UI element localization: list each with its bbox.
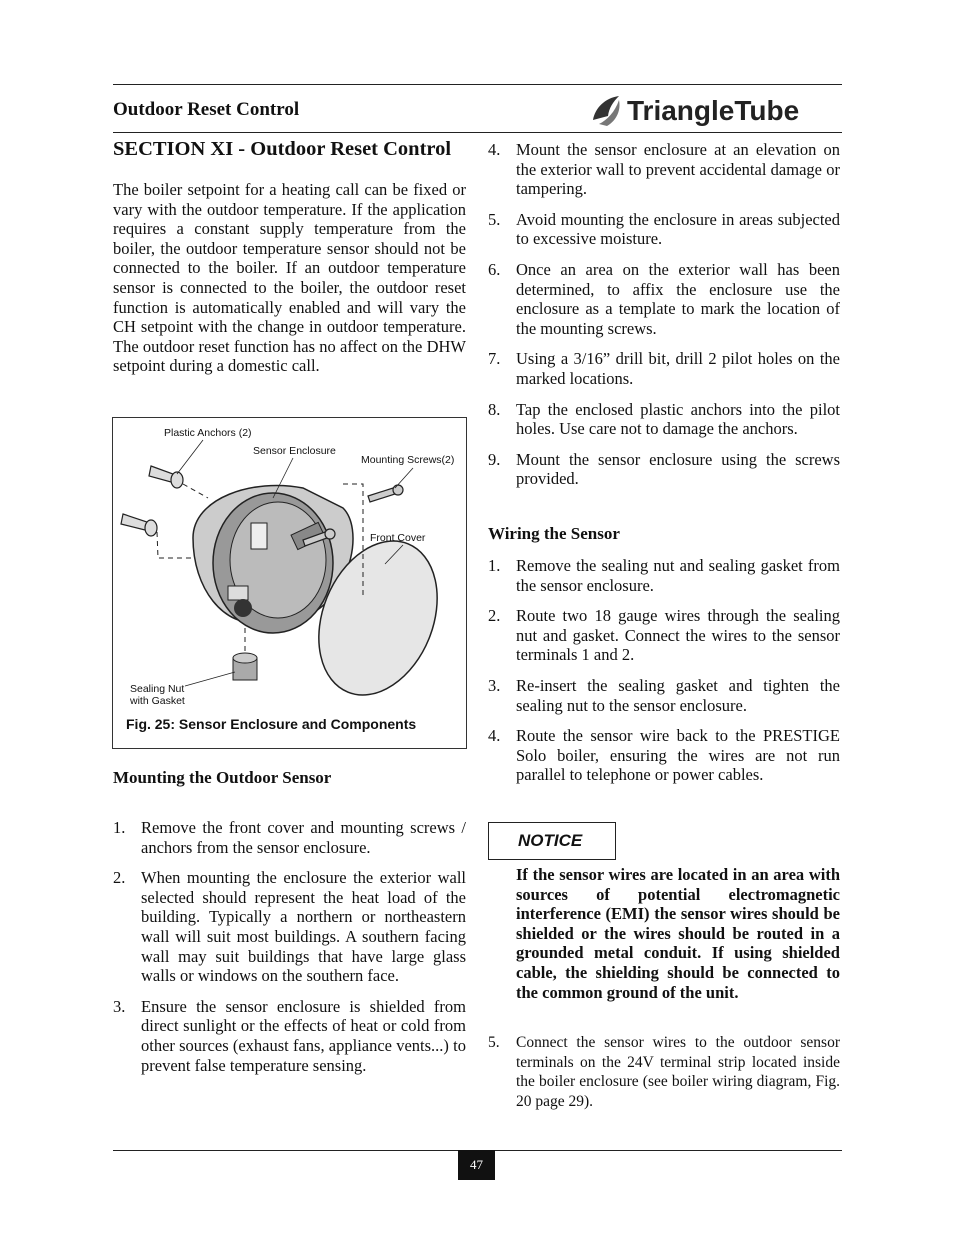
header-top-rule	[113, 84, 842, 85]
figure-caption: Fig. 25: Sensor Enclosure and Components	[126, 716, 417, 732]
list-item: 6. Once an area on the exterior wall has been determined, to affix the enclosure use the enclosure as a template to mark the location of the mounting screws.	[488, 259, 840, 338]
list-item: 2. Route two 18 gauge wires through the sealing nut and gasket. Connect the wires to the sensor terminals 1 and 2.	[488, 606, 840, 665]
label-sealing-nut: Sealing Nut with Gasket	[130, 683, 185, 707]
notice-box	[488, 822, 616, 860]
wiring-heading: Wiring the Sensor	[488, 524, 620, 543]
list-item: 8. Tap the enclosed plastic anchors into the pilot holes. Use care not to damage the anchors.	[488, 399, 840, 439]
list-item: 4. Route the sensor wire back to the PRESTIGE Solo boiler, ensuring the wires are not run parallel to telephone or power cables.	[488, 726, 840, 785]
list-item: 7. Using a 3/16” drill bit, drill 2 pilot holes on the marked locations.	[488, 349, 840, 388]
wiring-steps-list	[488, 556, 840, 796]
page-number: 47	[458, 1150, 495, 1180]
triangle-tube-logo	[589, 90, 839, 128]
list-item: 5. Avoid mounting the enclosure in areas subjected to excessive moisture.	[488, 209, 840, 249]
logo-mark-icon	[589, 90, 839, 128]
mounting-steps-continued	[488, 140, 840, 500]
intro-paragraph: The boiler setpoint for a heating call can be fixed or vary with the outdoor temperature. If the application requires a constant supply temperature from the boiler, the outdoor temperature sensor should not be connected to the boiler. If an outdoor temperature sensor is connected to the boiler, the outdoor reset function is automatically enabled and will vary the CH setpoint with the change in outdoor temperature. The outdoor reset function has no affect on the DHW setpoint during a domestic call.	[113, 180, 466, 376]
notice-label: NOTICE	[518, 831, 583, 850]
list-item: 9. Mount the sensor enclosure using the screws provided.	[488, 449, 840, 489]
mounting-steps-list	[113, 818, 466, 1086]
label-plastic-anchors: Plastic Anchors (2)	[164, 427, 252, 439]
list-item: 3. Re-insert the sealing gasket and tighten the sealing nut to the sensor enclosure.	[488, 675, 840, 715]
label-mounting-screws: Mounting Screws(2)	[361, 454, 455, 466]
svg-text:TriangleTube: TriangleTube	[627, 95, 800, 126]
list-item: 2. When mounting the enclosure the exterior wall selected should represent the heat load of the building. Typically a northern or northeastern wall will suit most buildings. A southern facing wall may suit buildings that have large glass walls or windows on the southern face.	[113, 868, 466, 986]
list-item: 1. Remove the front cover and mounting screws / anchors from the sensor enclosure.	[113, 818, 466, 857]
figure-sensor-enclosure	[112, 417, 467, 749]
label-front-cover: Front Cover	[370, 532, 426, 544]
section-title: SECTION XI - Outdoor Reset Control	[113, 138, 452, 160]
header-bottom-rule	[113, 132, 842, 133]
list-item: 3. Ensure the sensor enclosure is shielded from direct sunlight or the effects of heat or cold from other sources (exhaust fans, appliance vents...) to prevent false temperature sensing.	[113, 996, 466, 1075]
wiring-final-step	[488, 1033, 840, 1122]
list-item: 5. Connect the sensor wires to the outdoor sensor terminals on the 24V terminal strip located inside the boiler enclosure (see boiler wiring diagram, Fig. 20 page 29).	[488, 1034, 840, 1110]
notice-text: If the sensor wires are located in an area with sources of potential electromagnetic interference (EMI) the sensor wires should be shielded or the wires should be routed in a grounded metal conduit. If using shielded cable, the shielding should be connected to the common ground of the unit.	[516, 865, 840, 1002]
list-item: 4. Mount the sensor enclosure at an elevation on the exterior wall to prevent accidental damage or tampering.	[488, 140, 840, 199]
header-section-name: Outdoor Reset Control	[113, 99, 300, 120]
mounting-heading: Mounting the Outdoor Sensor	[113, 768, 332, 787]
label-sensor-enclosure: Sensor Enclosure	[253, 445, 336, 457]
list-item: 1. Remove the sealing nut and sealing gasket from the sensor enclosure.	[488, 556, 840, 595]
